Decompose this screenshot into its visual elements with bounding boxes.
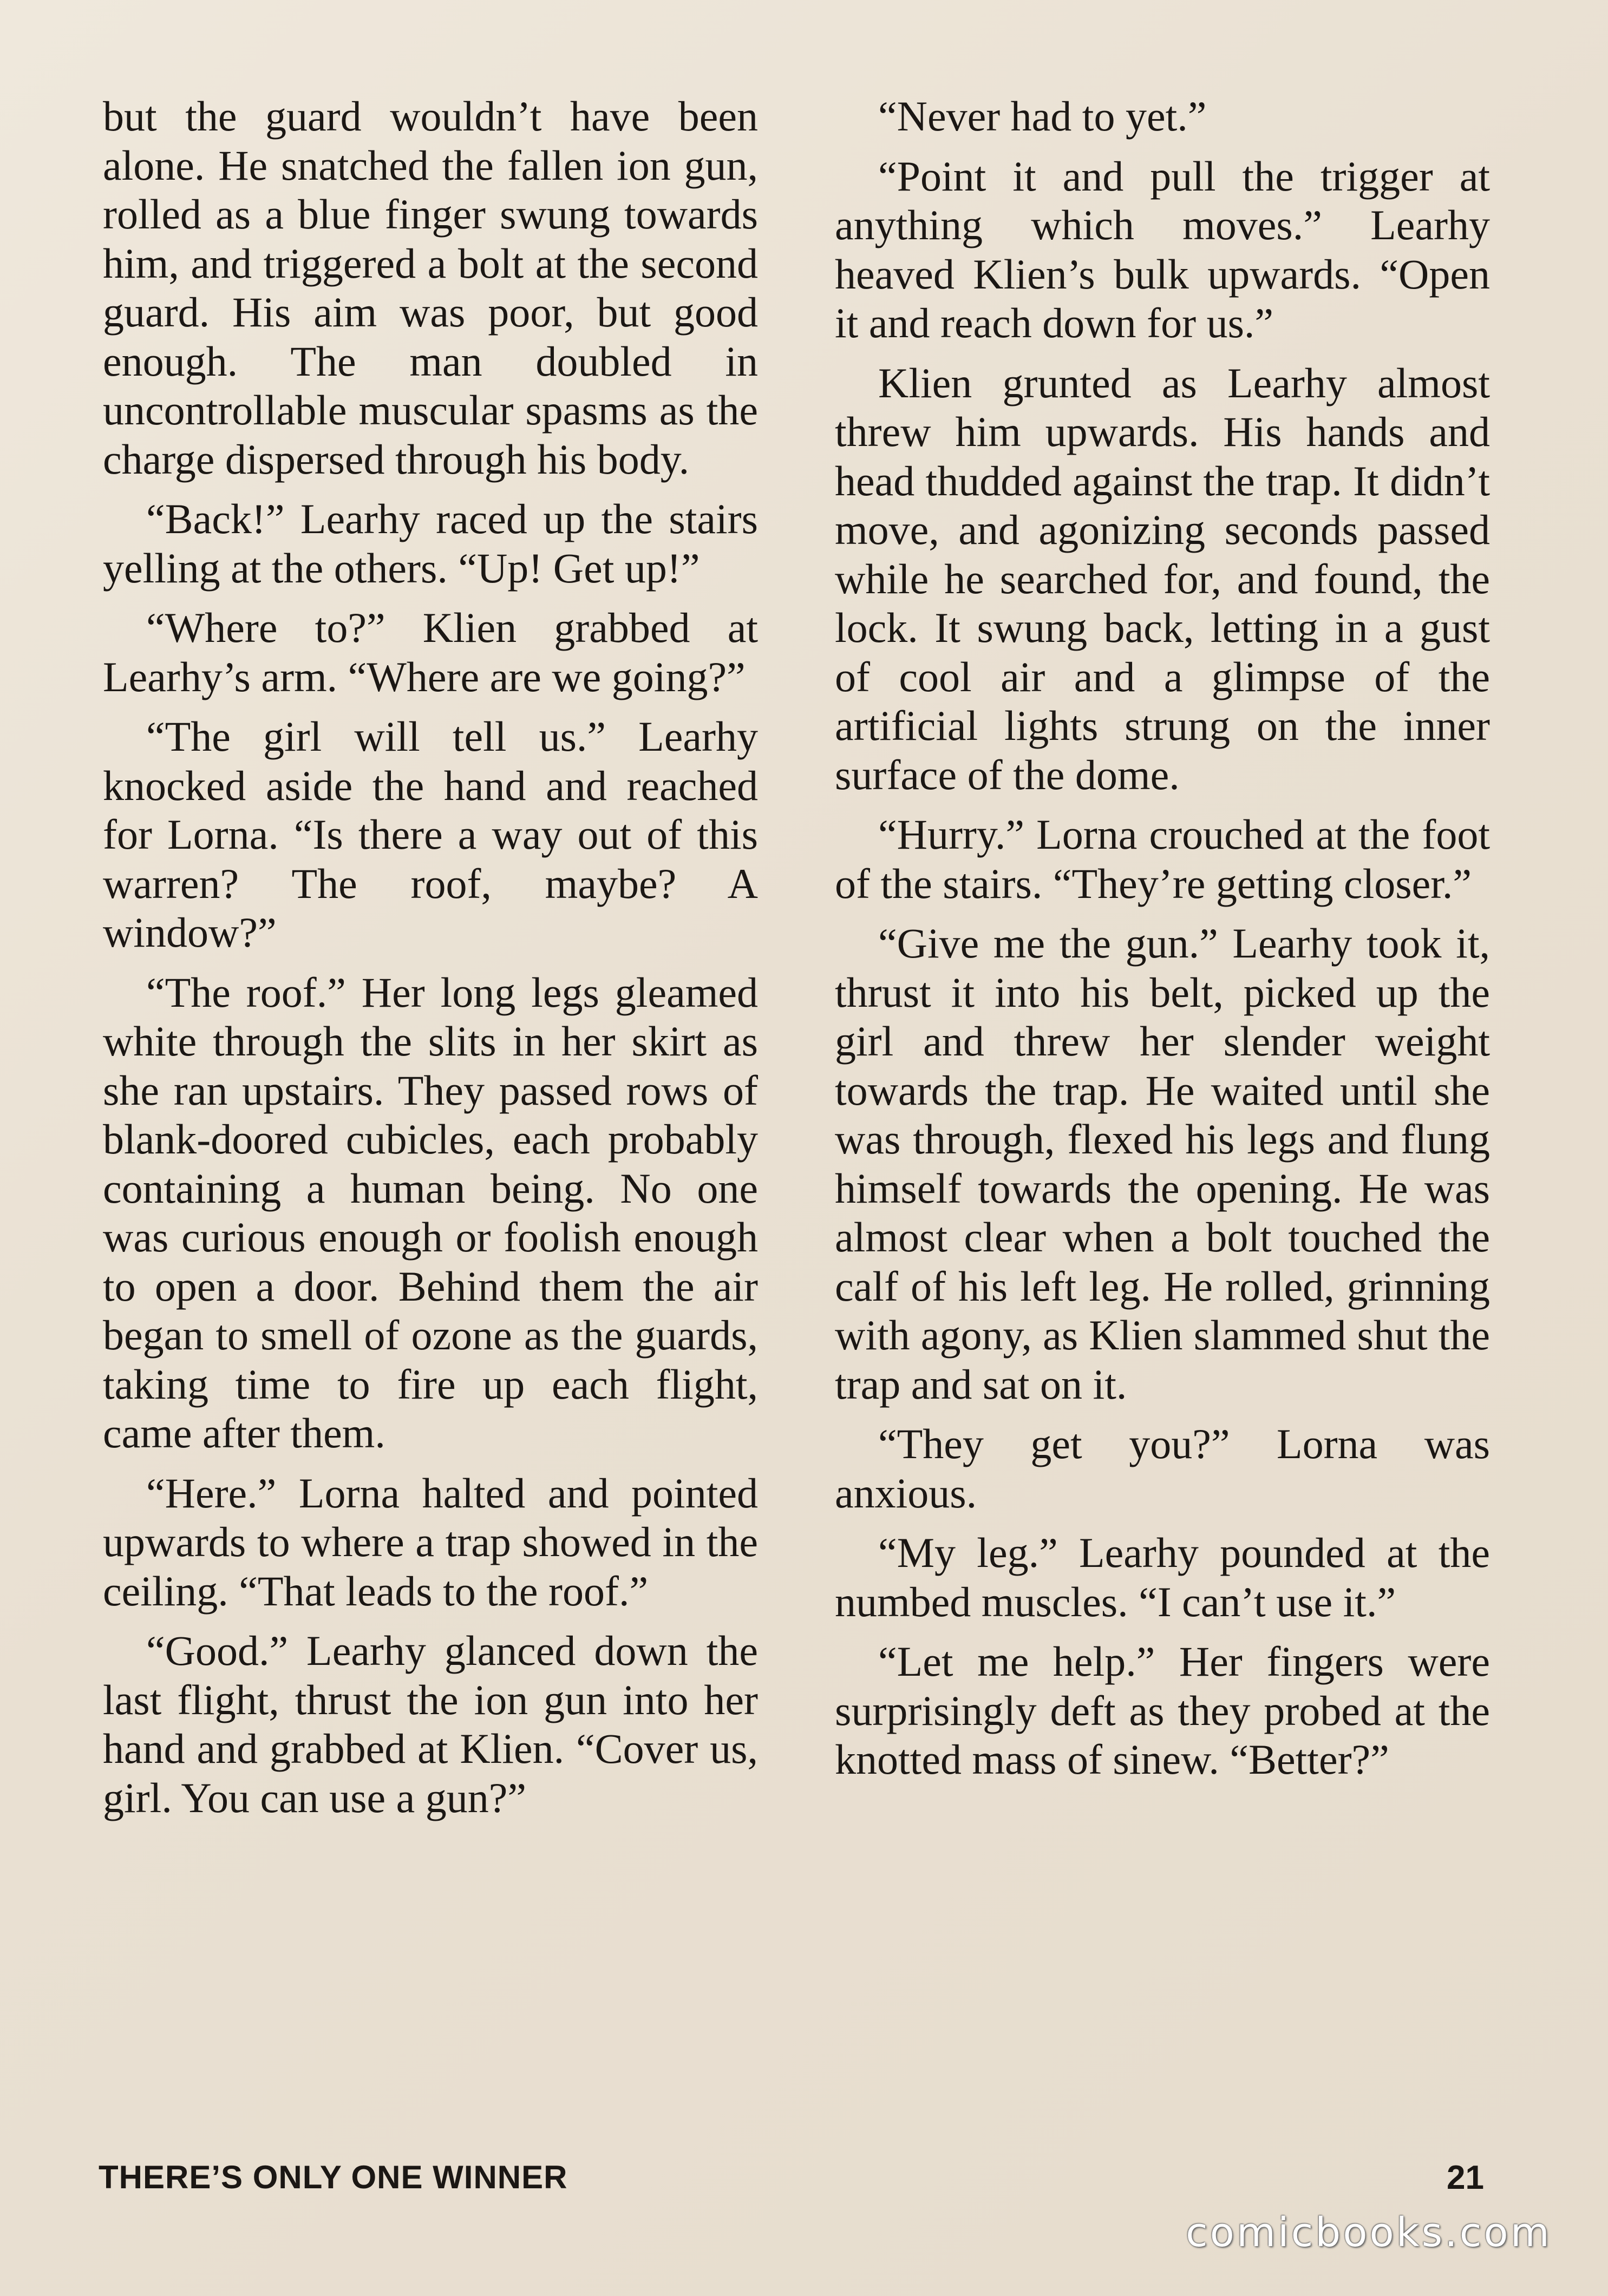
paragraph: “Hurry.” Lorna crouched at the foot of the stairs. “They’re getting closer.” <box>835 811 1490 907</box>
paragraph: Klien grunted as Learhy almost threw him upwards. His hands and head thudded against the trap. It didn’t move, and agonizing seconds passed while he searched for, and found, the lock. It swung back, letting in a gust of cool air and a glimpse of the artificial lights strung on the inner surface of the dome. <box>835 359 1490 798</box>
paragraph: “The girl will tell us.” Learhy knocked aside the hand and reached for Lorna. “Is there a way out of this warren? The roof, maybe? A window?” <box>103 713 758 956</box>
paragraph: “They get you?” Lorna was anxious. <box>835 1420 1490 1517</box>
paragraph: “Never had to yet.” <box>878 93 1207 140</box>
paragraph: “Here.” Lorna halted and pointed upwards to where a trap showed in the ceiling. “That leads to the roof.” <box>103 1469 758 1615</box>
paragraph: “My leg.” Learhy pounded at the numbed muscles. “I can’t use it.” <box>835 1529 1490 1625</box>
paragraph: “Point it and pull the trigger at anything which moves.” Learhy heaved Klien’s bulk upwards. “Open it and reach down for us.” <box>835 152 1490 346</box>
paragraph: “The roof.” Her long legs gleamed white through the slits in her skirt as she ran upstairs. They passed rows of blank-doored cubicles, each probably containing a human being. No one was curious enough or foolish enough to open a door. Behind them the air began to smell of ozone as the guards, taking time to fire up each flight, came after them. <box>103 968 758 1457</box>
right-text-column <box>835 92 1490 1795</box>
paragraph: “Back!” Learhy raced up the stairs yelling at the others. “Up! Get up!” <box>103 495 758 592</box>
left-text-column <box>103 92 758 1833</box>
paragraph: “Good.” Learhy glanced down the last flight, thrust the ion gun into her hand and grabbed at Klien. “Cover us, girl. You can use a gun?” <box>103 1627 758 1821</box>
running-title: THERE’S ONLY ONE WINNER <box>99 2159 568 2195</box>
watermark: comicbooks.com <box>1186 2209 1552 2256</box>
paragraph: “Where to?” Klien grabbed at Learhy’s arm. “Where are we going?” <box>103 604 758 700</box>
paragraph: but the guard wouldn’t have been alone. He snatched the fallen ion gun, rolled as a blue finger swung towards him, and triggered a bolt at the second guard. His aim was poor, but good enough. The man doubled in uncontrollable muscular spasms as the charge dispersed through his body. <box>103 93 758 483</box>
paragraph: “Let me help.” Her fingers were surprisingly deft as they probed at the knotted mass of sinew. “Better?” <box>835 1638 1490 1783</box>
page-number: 21 <box>1447 2159 1484 2196</box>
paragraph: “Give me the gun.” Learhy took it, thrust it into his belt, picked up the girl and threw her slender weight towards the trap. He waited until she was through, flexed his legs and flung himself towards the opening. He was almost clear when a bolt touched the calf of his left leg. He rolled, grinning with agony, as Klien slammed shut the trap and sat on it. <box>835 920 1490 1408</box>
